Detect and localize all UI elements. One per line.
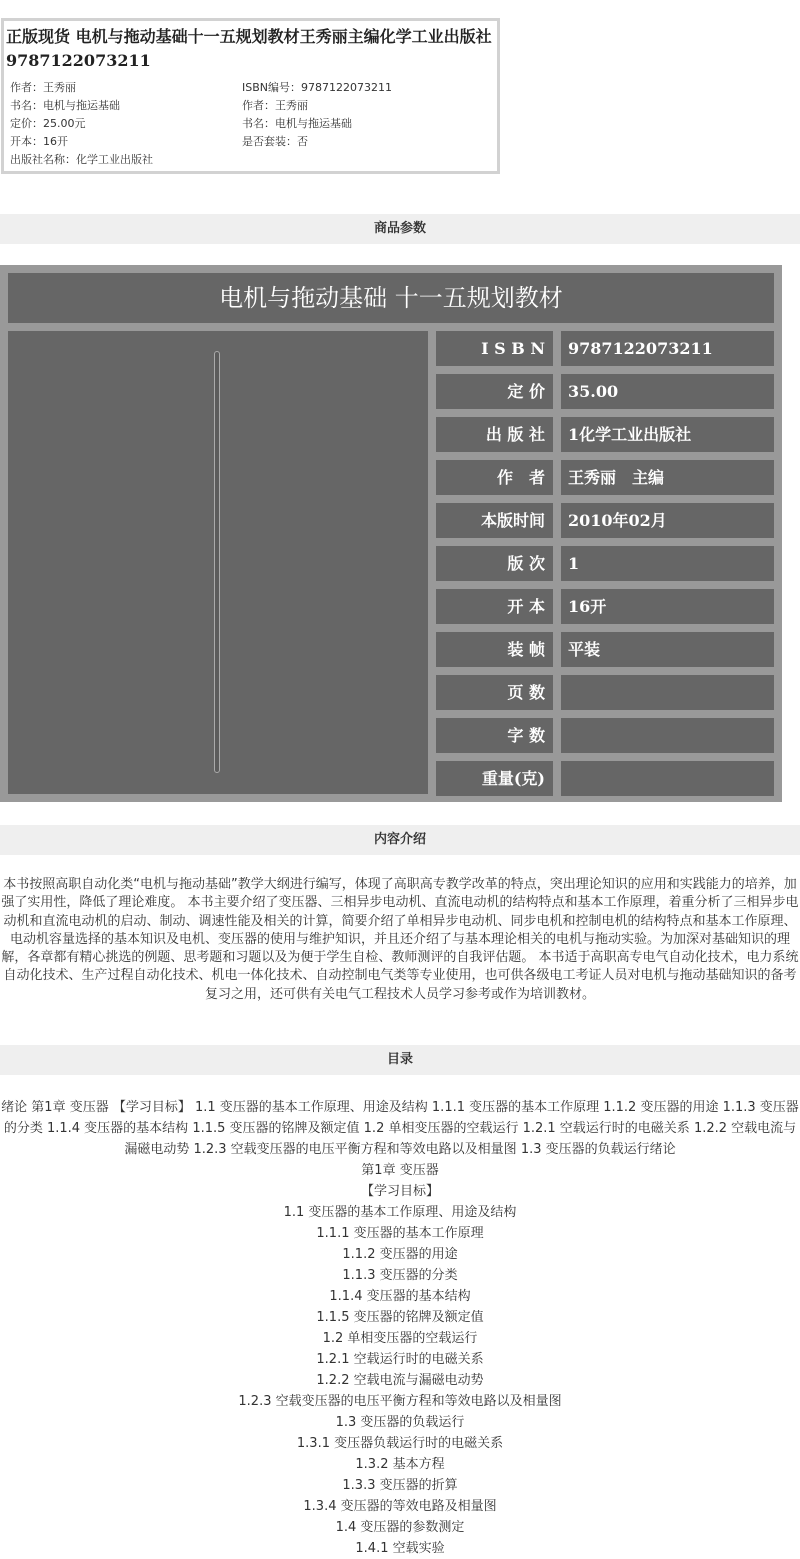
toc-paragraph: 绪论 第1章 变压器 【学习目标】 1.1 变压器的基本工作原理、用途及结构 1.1.1 变压器的基本工作原理 1.1.2 变压器的用途 1.1.3 变压器的分类 1.1.4 变压器的基本结构 1.1.5 变压器的铭牌及额定值 1.2 单相变压器的空载运行 1.2.1 空载运行时的电磁关系 1.2.2 空载电流与漏磁电动势 1.2.3 空载变压器的电压平衡方程和等效电路以及相量图 1.3 变压器的负载运行绪论	[1, 1100, 799, 1157]
param-row	[436, 331, 774, 366]
product-title[interactable]: 正版现货 电机与拖动基础十一五规划教材王秀丽主编化学工业出版社9787122073211	[6, 27, 492, 70]
param-value: 9787122073211	[561, 331, 774, 366]
toc-item: 1.2 单相变压器的空载运行	[322, 1331, 478, 1346]
param-label: I S B N	[436, 331, 553, 366]
param-row	[436, 589, 774, 624]
toc-item: 1.1.1 变压器的基本工作原理	[316, 1226, 484, 1241]
toc-list	[0, 1160, 800, 1559]
product-summary-box	[1, 18, 500, 174]
param-value: 35.00	[561, 374, 774, 409]
toc-item: 1.3 变压器的负载运行	[335, 1415, 465, 1430]
param-row	[436, 417, 774, 452]
summary-format: 开本：16开	[10, 135, 68, 148]
param-value: 2010年02月	[561, 503, 774, 538]
section-header-intro: 内容介绍	[0, 825, 800, 855]
param-row	[436, 675, 774, 710]
toc-item: 1.1.3 变压器的分类	[342, 1268, 458, 1283]
cover-placeholder-bar	[214, 351, 220, 773]
toc-item: 1.2.1 空载运行时的电磁关系	[316, 1352, 484, 1367]
param-value	[561, 718, 774, 753]
param-value: 1化学工业出版社	[561, 417, 774, 452]
toc-item: 1.3.1 变压器负载运行时的电磁关系	[296, 1436, 504, 1451]
toc-item: 1.1.4 变压器的基本结构	[329, 1289, 471, 1304]
intro-text: 本书按照高职自动化类“电机与拖动基础”教学大纲进行编写，体现了高职高专教学改革的特点，突出理论知识的应用和实践能力的培养，加强了实用性，降低了理论难度。 本书主要介绍了变压器、三相异步电动机、直流电动机的结构特点和基本工作原理，着重分析了三相异步电动机和直流电动机的启动、制动、调速性能及相关的计算，简要介绍了单相异步电动机、同步电机和控制电机的结构特点和基本工作原理、电动机容量选择的基本知识及电机、变压器的使用与维护知识，并且还介绍了与基本理论相关的电机与拖动实验。为加深对基础知识的理解，各章都有精心挑选的例题、思考题和习题以及为便于学生自检、教师测评的自我评估题。 本书适于高职高专电气自动化技术，电力系统自动化技术、生产过程自动化技术、机电一体化技术、自动控制电气类等专业使用，也可供各级电工考证人员对电机与拖动基础知识的备考复习之用，还可供有关电气工程技术人员学习参考或作为培训教材。	[1, 877, 799, 1002]
toc-item: 1.2.2 空载电流与漏磁电动势	[316, 1373, 484, 1388]
summary-row	[10, 115, 490, 133]
param-value: 1	[561, 546, 774, 581]
summary-row	[10, 133, 490, 151]
section-header-params: 商品参数	[0, 214, 800, 244]
book-title: 电机与拖动基础 十一五规划教材	[8, 273, 774, 323]
param-value	[561, 761, 774, 796]
summary-author: 作者：王秀丽	[10, 81, 76, 94]
toc-item: 1.1.2 变压器的用途	[342, 1247, 458, 1262]
param-label: 装 帧	[436, 632, 553, 667]
param-value: 王秀丽 主编	[561, 460, 774, 495]
param-row	[436, 718, 774, 753]
toc-item: 1.3.4 变压器的等效电路及相量图	[303, 1499, 497, 1514]
toc-item: 1.3.3 变压器的折算	[342, 1478, 458, 1493]
param-label: 字 数	[436, 718, 553, 753]
param-row	[436, 632, 774, 667]
toc-item: 1.1 变压器的基本工作原理、用途及结构	[283, 1205, 517, 1220]
summary-is-set: 是否套装：否	[242, 135, 308, 148]
param-label: 定 价	[436, 374, 553, 409]
summary-price: 定价：25.00元	[10, 117, 86, 130]
summary-row	[10, 151, 490, 169]
param-value: 平装	[561, 632, 774, 667]
param-label: 重量(克)	[436, 761, 553, 796]
param-label: 本版时间	[436, 503, 553, 538]
summary-row	[10, 97, 490, 115]
summary-isbn: ISBN编号：9787122073211	[242, 81, 392, 94]
param-row	[436, 761, 774, 796]
toc-item: 【学习目标】	[360, 1184, 439, 1199]
summary-book-name-2: 书名：电机与拖运基础	[242, 117, 352, 130]
param-label: 开 本	[436, 589, 553, 624]
toc-item: 1.4.1 空载实验	[355, 1541, 445, 1556]
summary-author-2: 作者：王秀丽	[242, 99, 308, 112]
toc-item: 1.3.2 基本方程	[355, 1457, 445, 1472]
book-cover-image[interactable]	[8, 331, 428, 794]
toc-item: 第1章 变压器	[361, 1163, 439, 1178]
toc-item: 1.1.5 变压器的铭牌及额定值	[316, 1310, 484, 1325]
param-row	[436, 546, 774, 581]
param-label: 出 版 社	[436, 417, 553, 452]
param-label: 页 数	[436, 675, 553, 710]
section-header-toc: 目录	[0, 1045, 800, 1075]
param-value: 16开	[561, 589, 774, 624]
summary-publisher: 出版社名称：化学工业出版社	[10, 153, 153, 166]
summary-grid	[10, 79, 490, 169]
toc-item: 1.2.3 空载变压器的电压平衡方程和等效电路以及相量图	[238, 1394, 562, 1409]
param-label: 作 者	[436, 460, 553, 495]
toc-item: 1.4 变压器的参数测定	[335, 1520, 465, 1535]
param-row	[436, 460, 774, 495]
summary-row	[10, 79, 490, 97]
param-value	[561, 675, 774, 710]
param-row	[436, 503, 774, 538]
param-row	[436, 374, 774, 409]
param-label: 版 次	[436, 546, 553, 581]
summary-book-name: 书名：电机与拖运基础	[10, 99, 120, 112]
